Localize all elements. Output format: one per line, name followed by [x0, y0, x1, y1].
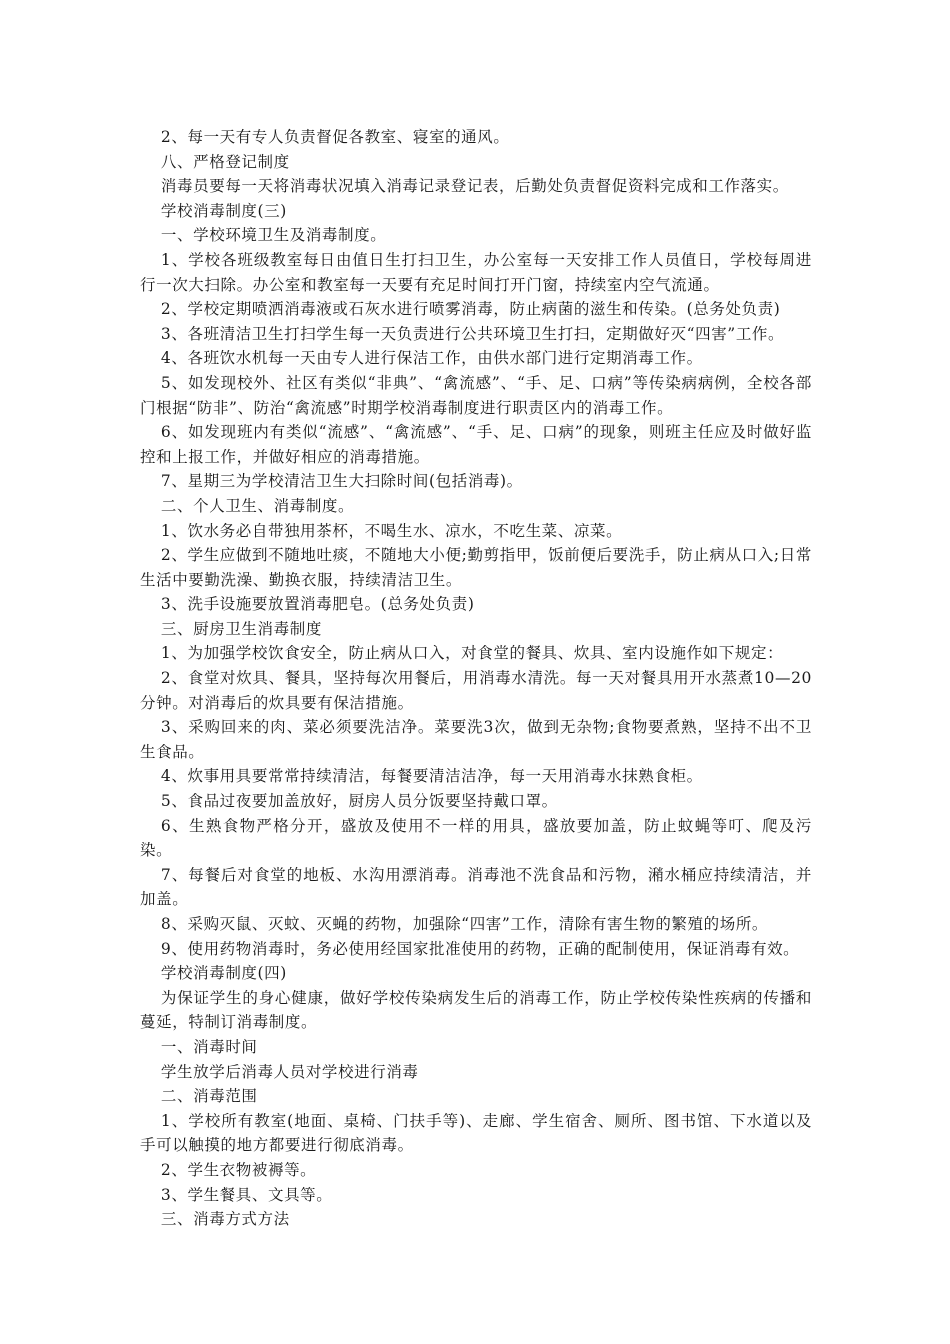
document-paragraph: 一、学校环境卫生及消毒制度。	[160, 226, 387, 245]
document-paragraph: 2、食堂对炊具、餐具，坚持每次用餐后，用消毒水清洗。每一天对餐具用开水蒸煮10—20分钟。对消毒后的炊具要有保洁措施。	[140, 669, 812, 712]
document-paragraph: 3、洗手设施要放置消毒肥皂。(总务处负责)	[160, 595, 475, 614]
document-paragraph: 1、学校所有教室(地面、桌椅、门扶手等)、走廊、学生宿舍、厕所、图书馆、下水道以及手可以触摸的地方都要进行彻底消毒。	[140, 1111, 812, 1155]
document-paragraph: 学校消毒制度(三)	[160, 201, 287, 220]
document-paragraph: 3、各班清洁卫生打扫学生每一天负责进行公共环境卫生打扫，定期做好灭“四害”工作。	[160, 324, 785, 343]
document-paragraph: 2、学生衣物被褥等。	[160, 1160, 317, 1179]
document-paragraph: 二、个人卫生、消毒制度。	[160, 496, 355, 515]
document-paragraph: 4、炊事用具要常常持续清洁，每餐要清洁洁净，每一天用消毒水抹熟食柜。	[160, 767, 703, 786]
document-body	[140, 125, 812, 1232]
document-paragraph: 2、每一天有专人负责督促各教室、寝室的通风。	[160, 128, 510, 146]
document-paragraph: 3、学生餐具、文具等。	[160, 1185, 333, 1204]
document-paragraph: 2、学校定期喷洒消毒液或石灰水进行喷雾消毒，防止病菌的滋生和传染。(总务处负责)	[160, 300, 781, 319]
document-paragraph: 7、每餐后对食堂的地板、水沟用漂消毒。消毒池不洗食品和污物，潲水桶应持续清洁，并加盖。	[140, 865, 812, 909]
document-paragraph: 学校消毒制度(四)	[160, 964, 287, 983]
document-paragraph: 二、消毒范围	[160, 1087, 258, 1106]
document-paragraph: 4、各班饮水机每一天由专人进行保洁工作，由供水部门进行定期消毒工作。	[160, 349, 703, 368]
document-paragraph: 八、严格登记制度	[160, 152, 290, 171]
document-paragraph: 6、如发现班内有类似“流感”、“禽流感”、“手、足、口病”的现象，则班主任应及时做好监控和上报工作，并做好相应的消毒措施。	[140, 423, 812, 466]
document-paragraph: 8、采购灭鼠、灭蚊、灭蝇的药物，加强除“四害”工作，清除有害生物的繁殖的场所。	[160, 915, 769, 933]
document-paragraph: 1、为加强学校饮食安全，防止病从口入，对食堂的餐具、炊具、室内设施作如下规定：	[160, 644, 784, 663]
document-paragraph: 5、如发现校外、社区有类似“非典”、“禽流感”、“手、足、口病”等传染病病例，全校各部门根据“防非”、防治“禽流感”时期学校消毒制度进行职责区内的消毒工作。	[140, 373, 812, 417]
document-paragraph: 9、使用药物消毒时，务必使用经国家批准使用的药物，正确的配制使用，保证消毒有效。	[160, 939, 800, 958]
document-paragraph: 学生放学后消毒人员对学校进行消毒	[160, 1062, 419, 1081]
document-paragraph: 消毒员要每一天将消毒状况填入消毒记录登记表，后勤处负责督促资料完成和工作落实。	[160, 177, 789, 196]
document-paragraph: 3、采购回来的肉、菜必须要洗洁净。菜要洗3次，做到无杂物;食物要煮熟，坚持不出不卫生食品。	[140, 718, 812, 761]
document-paragraph: 1、饮水务必自带独用茶杯，不喝生水、凉水，不吃生菜、凉菜。	[160, 521, 623, 540]
document-paragraph: 1、学校各班级教室每日由值日生打扫卫生，办公室每一天安排工作人员值日，学校每周进行一次大扫除。办公室和教室每一天要有充足时间打开门窗，持续室内空气流通。	[140, 250, 812, 294]
document-paragraph: 三、厨房卫生消毒制度	[160, 619, 322, 638]
document-paragraph: 6、生熟食物严格分开，盛放及使用不一样的用具，盛放要加盖，防止蚊蝇等叮、爬及污染。	[140, 816, 812, 860]
document-paragraph: 5、食品过夜要加盖放好，厨房人员分饭要坚持戴口罩。	[160, 792, 558, 811]
document-paragraph: 2、学生应做到不随地吐痰，不随地大小便;勤剪指甲，饭前便后要洗手，防止病从口入;日常生活中要勤洗澡、勤换衣服，持续清洁卫生。	[140, 546, 812, 589]
document-paragraph: 7、星期三为学校清洁卫生大扫除时间(包括消毒)。	[160, 472, 523, 491]
document-paragraph: 三、消毒方式方法	[160, 1210, 290, 1229]
document-paragraph: 一、消毒时间	[160, 1037, 258, 1056]
document-paragraph: 为保证学生的身心健康，做好学校传染病发生后的消毒工作，防止学校传染性疾病的传播和蔓延，特制订消毒制度。	[140, 988, 812, 1032]
